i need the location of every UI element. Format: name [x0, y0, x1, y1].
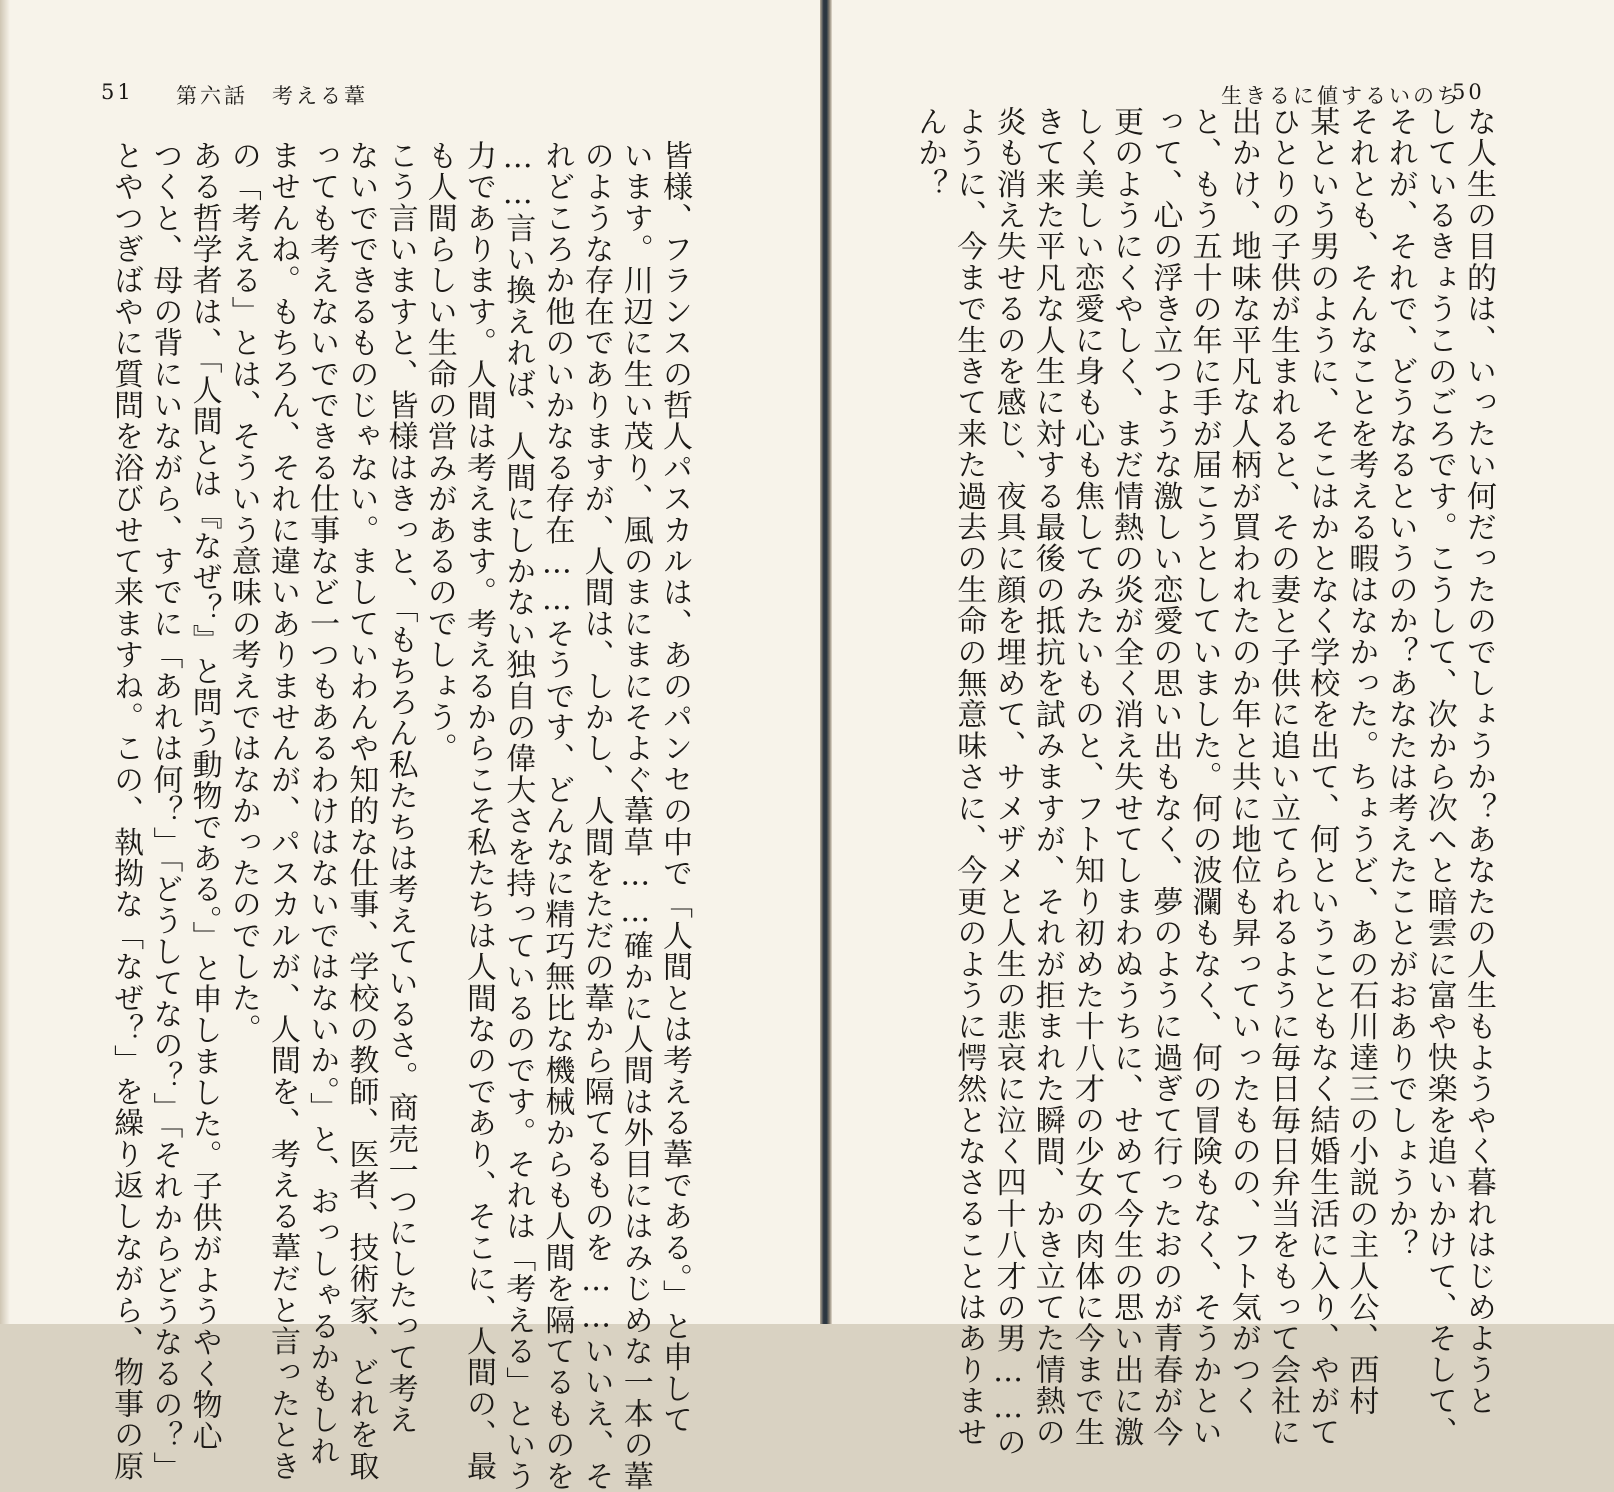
text-line: ひとりの子供が生まれると、その妻と子供に追い立てられるように毎日毎日弁当をもって会社に — [1264, 106, 1300, 1448]
text-line: の「考える」とは、そういう意味の考えではなかったのでした。 — [225, 140, 261, 1045]
text-line: ませんね。もちろん、それに違いありませんが、パスカルが、人間を、考える葦だと言ったとき — [264, 140, 300, 1482]
text-line: 更のようにくやしく、まだ情熱の炎が全く消え失せてしまわぬうちに、せめて今生の思い出に激 — [1108, 106, 1144, 1448]
text-line: 皆様、フランスの哲人パスカルは、あのパンセの中で「人間とは考える葦である。」と申して — [657, 140, 692, 1436]
page-number: 50 — [1452, 80, 1485, 104]
text-line: ように、今まで生きて来た過去の生命の無意味さに、今更のように愕然となさることはありませ — [951, 106, 987, 1448]
body-text — [910, 106, 1498, 1458]
text-line: っても考えないでできる仕事など一つもあるわけはないではないか。」と、おっしゃるかもしれ — [304, 140, 340, 1467]
text-line: それが、それで、どうなるというのか？あなたは考えたことがおありでしょうか？ — [1382, 106, 1418, 1261]
text-line: 炎も消え失せるのを感じ、夜具に顔を埋めて、サメザメと人生の悲哀に泣く四十八才の男……の — [990, 106, 1026, 1458]
text-line: な人生の目的は、いったい何だったのでしょうか？あなたの人生もようやく暮れはじめようと — [1461, 106, 1496, 1417]
running-head: 生きるに値するいのち — [1221, 84, 1461, 108]
text-line: きて来た平凡な人生に対する最後の抵抗を試みますが、それが拒まれた瞬間、かき立てた情熱の — [1029, 106, 1065, 1448]
text-line: と、もう五十の年に手が届こうとしていました。何の波瀾もなく、何の冒険もなく、そうかとい — [1186, 106, 1222, 1448]
text-line: います。川辺に生い茂り、風のまにまにそよぐ葦草……確かに人間は外目にはみじめな一本の葦 — [617, 140, 653, 1492]
page-number: 51 — [101, 80, 134, 104]
text-line: んか？ — [912, 106, 948, 200]
text-line: ……言い換えれば、人間にしかない独自の偉大さを持っているのです。それは「考える」という — [500, 140, 536, 1492]
text-line: しているきょうこのごろです。こうして、次から次へと暗雲に富や快楽を追いかけて、そして、 — [1421, 106, 1457, 1448]
text-line: それとも、そんなことを考える暇はなかった。ちょうど、あの石川達三の小説の主人公、西村 — [1343, 106, 1379, 1417]
text-line: しく美しい恋愛に身も心も焦してみたいものと、フト知り初めた十八才の少女の肉体に今まで生 — [1068, 106, 1104, 1448]
text-line: こう言いますと、皆様はきっと、「もちろん私たちは考えているさ。商売一つにしたって考え — [382, 140, 418, 1436]
body-text — [106, 140, 694, 1492]
text-line: ないでできるものじゃない。ましていわんや知的な仕事、学校の教師、医者、技術家、どれを取 — [343, 140, 379, 1482]
text-line: ある哲学者は、「人間とは『なぜ？』と問う動物である。」と申しました。子供がようやく物心 — [186, 140, 222, 1452]
page-edge-shadow — [0, 0, 10, 1324]
text-line: のような存在でありますが、人間は、しかし、人間をただの葦から隔てるものを……いいえ、そ — [578, 140, 614, 1492]
text-line: 出かけ、地味な平凡な人柄が買われたのか年と共に地位も昇っていったものの、フト気がつく — [1225, 106, 1261, 1417]
text-line: って、心の浮き立つような激しい恋愛の思い出もなく、夢のように過ぎて行ったおのが青春が今 — [1147, 106, 1183, 1448]
text-line: 某という男のように、そこはかとなく学校を出て、何ということもなく結婚生活に入り、やがて — [1304, 106, 1340, 1448]
book-gutter — [820, 0, 832, 1324]
text-line: とやつぎばやに質問を浴びせて来ますね。この、執拗な「なぜ？」を繰り返しながら、物事の原 — [108, 140, 144, 1482]
right-page — [832, 0, 1614, 1458]
text-line: も人間らしい生命の営みがあるのでしょう。 — [421, 140, 457, 764]
chapter-title: 第六話 考える葦 — [176, 84, 368, 108]
text-line: つくと、母の背にいながら、すでに「あれは何？」「どうしてなの？」「それからどうなるの？」 — [147, 140, 183, 1483]
text-line: れどころか他のいかなる存在……そうです、どんなに精巧無比な機械からも人間を隔てるものを — [539, 140, 575, 1492]
text-line: 力であります。人間は考えます。考えるからこそ私たちは人間なのであり、そこに、人間の、最 — [460, 140, 496, 1482]
